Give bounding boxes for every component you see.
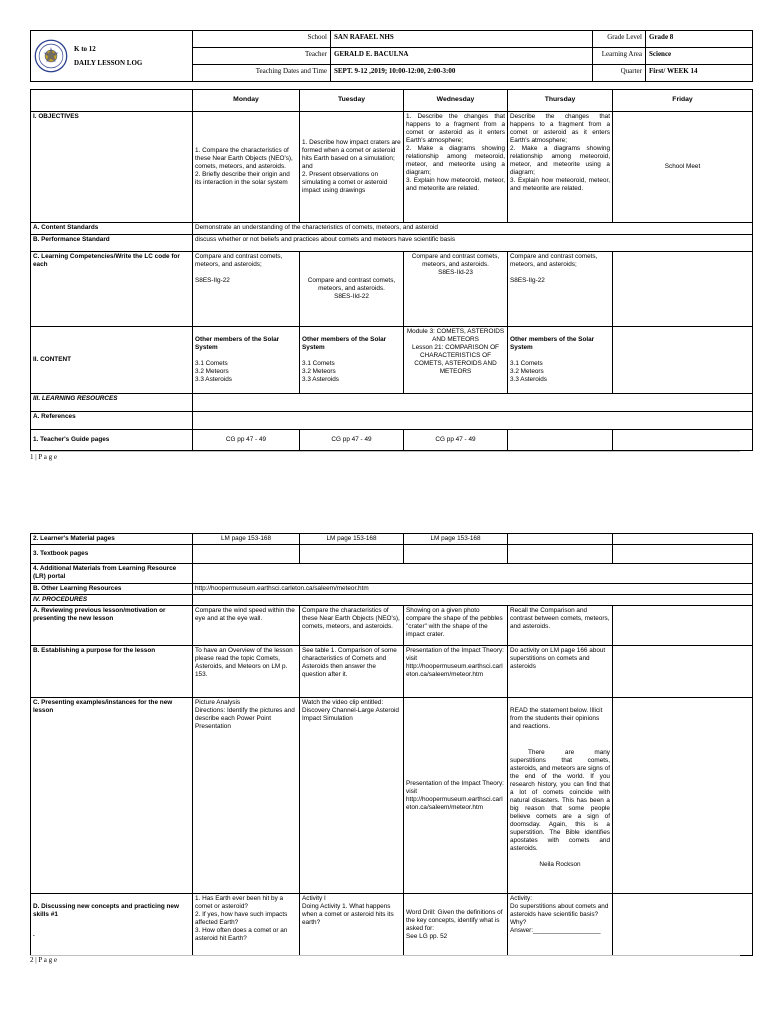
content-monday-head: Other members of the Solar System [195, 336, 280, 351]
learners-material-friday [613, 534, 753, 545]
presenting-label: C. Presenting examples/instances for the new lesson [31, 698, 193, 894]
textbook-label: 3. Textbook pages [31, 545, 193, 564]
competencies-label: C. Learning Competencies/Write the LC code for each [31, 252, 193, 327]
presenting-friday [613, 698, 753, 894]
reviewing-wednesday: Showing on a given photo compare the shape of the pebbles "crater" with the shape of the impact crater. [404, 606, 508, 646]
presenting-thursday [508, 698, 613, 894]
title-dll: DAILY LESSON LOG [74, 59, 143, 67]
discussing-label [31, 894, 193, 956]
discussing-tuesday: Activity I Doing Activity 1. What happens when a comet or asteroid hits its earth? [300, 894, 404, 956]
reviewing-friday [613, 606, 753, 646]
purpose-tuesday: See table 1. Comparison of some characteristics of Comets and Asteroids then answer the question after it. [300, 646, 404, 698]
grade-label: Grade Level [593, 31, 646, 48]
reviewing-thursday: Recall the Comparison and contrast between comets, meteors, and asteroids. [508, 606, 613, 646]
presenting-wednesday: Presentation of the Impact Theory: visit http://hoopermuseum.earthsci.carleton.ca/saleem/meteor.htm [404, 698, 508, 894]
page2-footer: 2 | P a g e [30, 956, 57, 964]
content-thursday [508, 327, 613, 394]
dates-value: SEPT. 9-12 ,2019; 10:00-12:00, 2:00-3:00 [331, 65, 593, 82]
presenting-thursday-intro: READ the statement below. Illicit from the students their opinions and reactions. [510, 707, 603, 730]
teachers-guide-friday [613, 430, 753, 451]
days-blank-cell [31, 90, 193, 112]
teachers-guide-monday: CG pp 47 - 49 [193, 430, 300, 451]
school-label: School [193, 31, 331, 48]
purpose-thursday: Do activity on LM page 166 about superstitions on comets and asteroids [508, 646, 613, 698]
header-table [30, 30, 753, 82]
presenting-monday: Picture Analysis Directions: Identify the pictures and describe each Power Point Presentation [193, 698, 300, 894]
content-wednesday: Module 3: COMETS, ASTEROIDS AND METEORS Lesson 21: COMPARISON OF CHARACTERISTICS OF COMETS, ASTEROIDS AND METEORS [404, 327, 508, 394]
quarter-label: Quarter [593, 65, 646, 82]
teachers-guide-thursday [508, 430, 613, 451]
references-label: A. References [31, 412, 193, 430]
teacher-value: GERALD E. BACULNA [331, 48, 593, 65]
textbook-wednesday [404, 545, 508, 564]
competencies-friday [613, 252, 753, 327]
area-label: Learning Area [593, 48, 646, 65]
purpose-label: B. Establishing a purpose for the lesson [31, 646, 193, 698]
content-standards-label: A. Content Standards [31, 223, 193, 235]
discussing-label-dot: . [33, 931, 35, 938]
learners-material-wednesday: LM page 153-168 [404, 534, 508, 545]
competencies-thursday: Compare and contrast comets, meteors, and asteroids; S8ES-IIg-22 [508, 252, 613, 327]
teachers-guide-wednesday: CG pp 47 - 49 [404, 430, 508, 451]
textbook-friday [613, 545, 753, 564]
teacher-label: Teacher [193, 48, 331, 65]
other-resources-label: B. Other Learning Resources [31, 584, 193, 595]
page2-footer-rule [30, 955, 740, 956]
content-friday [613, 327, 753, 394]
learners-material-label: 2. Learner's Material pages [31, 534, 193, 545]
content-monday-body: 3.1 Comets 3.2 Meteors 3.3 Asteroids [195, 360, 232, 383]
content-tuesday-head: Other members of the Solar System [302, 336, 387, 351]
lesson-table-page2 [30, 533, 753, 956]
page1-footer: 1 | P a g e [30, 453, 57, 461]
deped-seal-icon [34, 39, 68, 73]
content-tuesday-body: 3.1 Comets 3.2 Meteors 3.3 Asteroids [302, 360, 339, 383]
learners-material-tuesday: LM page 153-168 [300, 534, 404, 545]
performance-standard-label: B. Performance Standard [31, 235, 193, 252]
discussing-monday: 1. Has Earth ever been hit by a comet or asteroid? 2. If yes, how have such impacts affected Earth? 3. How often does a comet or an asteroid hit Earth? [193, 894, 300, 956]
header-title-cell [31, 31, 193, 82]
presenting-thursday-quote: There are many superstitions that comets, asteroids, and meteors are signs of the end of the world. If you research history, you can find that a lot of comets coincide with natural disasters. This has been a big reason that some people believe comets are a sign of doomsday. Again, this is a superstition. The Bible identifies apostates with comets and asteroids. [510, 749, 610, 852]
purpose-monday: To have an Overview of the lesson please read the topic Comets, Asteroids, and Meteors on LM p. 153. [193, 646, 300, 698]
quarter-value: First/ WEEK 14 [646, 65, 753, 82]
dates-label: Teaching Dates and Time [193, 65, 331, 82]
day-wednesday: Wednesday [404, 90, 508, 112]
other-resources-value: http://hoopermuseum.earthsci.carleton.ca/saleem/meteor.htm [193, 584, 753, 595]
grade-value: Grade 8 [646, 31, 753, 48]
purpose-wednesday: Presentation of the Impact Theory: visit http://hoopermuseum.earthsci.carleton.ca/saleem/meteor.htm [404, 646, 508, 698]
day-thursday: Thursday [508, 90, 613, 112]
title-k12: K to 12 [74, 45, 96, 53]
textbook-monday [193, 545, 300, 564]
reviewing-monday: Compare the wind speed within the eye and at the eye wall. [193, 606, 300, 646]
teachers-guide-label: 1. Teacher's Guide pages [31, 430, 193, 451]
textbook-thursday [508, 545, 613, 564]
competencies-tuesday: Compare and contrast comets, meteors, and asteroids. S8ES-IId-22 [300, 252, 404, 327]
objectives-tuesday: 1. Describe how impact craters are formed when a comet or asteroid hits Earth based on a simulation; and 2. Present observations on simulating a comet or asteroid impact using drawings [300, 112, 404, 223]
teachers-guide-tuesday: CG pp 47 - 49 [300, 430, 404, 451]
textbook-tuesday [300, 545, 404, 564]
discussing-friday [613, 894, 753, 956]
area-value: Science [646, 48, 753, 65]
procedures-value [193, 595, 753, 606]
page1-footer-rule [30, 451, 740, 452]
content-thursday-head: Other members of the Solar System [510, 336, 595, 351]
presenting-thursday-author: Neila Rockson [539, 861, 581, 868]
references-value [193, 412, 753, 430]
objectives-label: I. OBJECTIVES [31, 112, 193, 223]
content-standards-value: Demonstrate an understanding of the characteristics of comets, meteors, and asteroid [193, 223, 753, 235]
learners-material-thursday [508, 534, 613, 545]
day-monday: Monday [193, 90, 300, 112]
content-label: II. CONTENT [31, 327, 193, 394]
competencies-wednesday: Compare and contrast comets, meteors, and asteroids. S8ES-IId-23 [404, 252, 508, 327]
discussing-label-text: D. Discussing new concepts and practicing new skills #1 [33, 903, 179, 918]
learning-resources-value [193, 394, 753, 412]
additional-materials-label: 4. Additional Materials from Learning Resource (LR) portal [31, 564, 193, 584]
competencies-monday: Compare and contrast comets, meteors, and asteroids; S8ES-IIg-22 [193, 252, 300, 327]
objectives-wednesday: 1. Describe the changes that happens to a fragment from a comet or asteroid as it enters Earth's atmosphere; 2. Make a diagrams showing relationship among meteoroid, meteor, and meteorite using a diagram; 3. Explain how meteoroid, meteor, and meteorite are related. [404, 112, 508, 223]
day-friday: Friday [613, 90, 753, 112]
learners-material-monday: LM page 153-168 [193, 534, 300, 545]
content-monday [193, 327, 300, 394]
content-tuesday [300, 327, 404, 394]
purpose-friday [613, 646, 753, 698]
reviewing-tuesday: Compare the characteristics of these Near Earth Objects (NEO's), comets, meteors, and asteroids. [300, 606, 404, 646]
content-thursday-body: 3.1 Comets 3.2 Meteors 3.3 Asteroids [510, 360, 547, 383]
school-value: SAN RAFAEL NHS [331, 31, 593, 48]
procedures-label: IV. PROCEDURES [31, 595, 193, 606]
additional-materials-value [193, 564, 753, 584]
discussing-wednesday: Word Drill: Given the definitions of the key concepts, identify what is asked for: See LG pp. 52 [404, 894, 508, 956]
objectives-thursday: Describe the changes that happens to a fragment from a comet or asteroid as it enters Earth's atmosphere; 2. Make a diagrams showing relationship among meteoroid, meteor, and meteorite using a diagram; 3. Explain how meteoroid, meteor, and meteorite are related. [508, 112, 613, 223]
objectives-monday: 1. Compare the characteristics of these Near Earth Objects (NEO's), comets, meteors, and asteroids. 2. Briefly describe their origin and its interaction in the solar system [193, 112, 300, 223]
lesson-table-page1 [30, 89, 753, 451]
reviewing-label: A. Reviewing previous lesson/motivation or presenting the new lesson [31, 606, 193, 646]
performance-standard-value: discuss whether or not beliefs and practices about comets and meteors have scientific basis [193, 235, 753, 252]
discussing-thursday: Activity: Do superstitions about comets and asteroids have scientific basis? Why? Answer:___________________ [508, 894, 613, 956]
presenting-tuesday: Watch the video clip entitled: Discovery Channel-Large Asteroid Impact Simulation [300, 698, 404, 894]
learning-resources-label: III. LEARNING RESOURCES [31, 394, 193, 412]
objectives-friday: School Meet [613, 112, 753, 223]
day-tuesday: Tuesday [300, 90, 404, 112]
